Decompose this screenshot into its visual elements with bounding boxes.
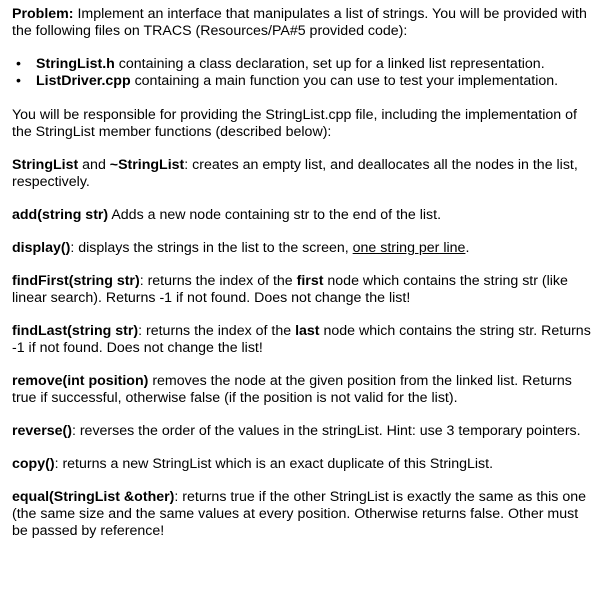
function-name: StringList: [12, 157, 79, 173]
function-description: node which contains the string str. Returns -1 if not found. Does not change the list!: [12, 323, 591, 356]
function-name: remove(int position): [12, 373, 149, 389]
function-description: : reverses the order of the values in the stringList. Hint: use 3 temporary pointers.: [71, 423, 581, 439]
function-description: : creates an empty list, and deallocates all the nodes in the list, respectively.: [12, 157, 578, 190]
file-item: [12, 56, 592, 73]
function-description: node which contains the string str (like linear search). Returns -1 if not found. Does not change the list!: [12, 273, 568, 306]
function-findlast: [12, 323, 592, 357]
function-description: : returns true if the other StringList is exactly the same as this one (the same size and the same values at every position. Otherwise returns false. Other must be passed by reference!: [12, 489, 587, 539]
function-display: [12, 240, 592, 257]
file-name: ListDriver.cpp: [36, 73, 131, 89]
file-description: containing a class declaration, set up for a linked list representation.: [114, 56, 545, 72]
bullet-icon: •: [16, 73, 21, 89]
file-item: [12, 73, 592, 90]
underlined-text: one string per line: [352, 240, 466, 256]
problem-statement: [12, 6, 592, 40]
function-name: reverse(): [12, 423, 72, 439]
function-constructor-destructor: [12, 157, 592, 191]
emphasis-text: last: [295, 323, 320, 339]
connector-text: and: [78, 157, 110, 173]
file-description: containing a main function you can use to test your implementation.: [130, 73, 559, 89]
function-add: [12, 207, 592, 224]
emphasis-text: first: [296, 273, 324, 289]
function-description: : returns a new StringList which is an exact duplicate of this StringList.: [54, 456, 494, 472]
function-copy: [12, 456, 592, 473]
function-description: : returns the index of the: [138, 323, 296, 339]
bullet-icon: •: [16, 56, 21, 72]
function-name: findFirst(string str): [12, 273, 140, 289]
problem-label: Problem:: [12, 6, 74, 22]
function-name: copy(): [12, 456, 55, 472]
function-name: ~StringList: [109, 157, 185, 173]
function-description: Adds a new node containing str to the end of the list.: [108, 207, 442, 223]
function-name: display(): [12, 240, 71, 256]
function-name: findLast(string str): [12, 323, 139, 339]
function-description: removes the node at the given position from the linked list. Returns true if successful, otherwise false (if the position is not valid for the list).: [12, 373, 572, 406]
function-equal: [12, 489, 592, 540]
function-description: : displays the strings in the list to the screen,: [70, 240, 353, 256]
problem-text: Implement an interface that manipulates a list of strings. You will be provided with the following files on TRACS (Resources/PA#5 provided code):: [12, 6, 587, 39]
function-remove: [12, 373, 592, 407]
function-name: add(string str): [12, 207, 109, 223]
function-findfirst: [12, 273, 592, 307]
function-name: equal(StringList &other): [12, 489, 175, 505]
responsibility-paragraph: You will be responsible for providing the StringList.cpp file, including the implementation of the StringList member functions (described below):: [12, 107, 577, 140]
sentence-end: .: [465, 240, 470, 256]
function-reverse: [12, 423, 592, 440]
file-name: StringList.h: [36, 56, 115, 72]
function-description: : returns the index of the: [139, 273, 297, 289]
provided-files-list: [12, 56, 592, 90]
